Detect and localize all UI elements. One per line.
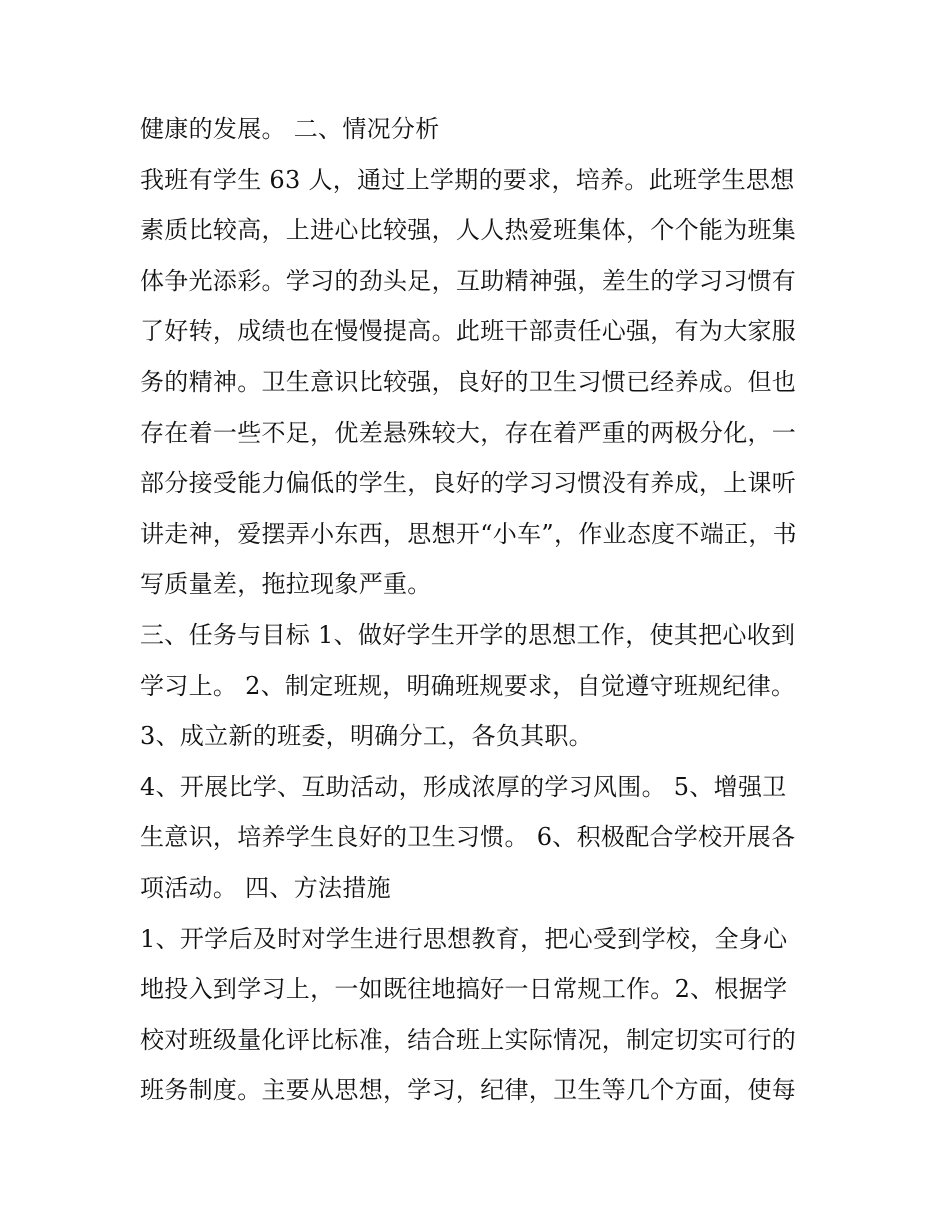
text-line: 我班有学生 63 人，通过上学期的要求，培养。此班学生思想 — [140, 165, 795, 194]
text-line: 三、任务与目标 1、做好学生开学的思想工作，使其把心收到 — [140, 620, 796, 649]
text-line: 1、开学后及时对学生进行思想教育，把心受到学校，全身心 — [140, 924, 788, 953]
text-line: 4、开展比学、互助活动，形成浓厚的学习风围。 5、增强卫 — [140, 772, 787, 801]
document-body — [140, 104, 820, 1116]
text-line: 学习上。 2、制定班规，明确班规要求，自觉遵守班规纪律。 — [140, 671, 796, 700]
text-line: 讲走神，爱摆弄小东西，思想开“小车”，作业态度不端正，书 — [140, 519, 797, 548]
text-line: 存在着一些不足，优差悬殊较大，存在着严重的两极分化，一 — [140, 418, 797, 447]
text-line: 体争光添彩。学习的劲头足，互助精神强，差生的学习习惯有 — [140, 266, 797, 295]
text-line: 写质量差，拖拉现象严重。 — [140, 570, 432, 599]
text-line: 项活动。 四、方法措施 — [140, 873, 391, 902]
text-line: 班务制度。主要从思想，学习，纪律，卫生等几个方面，使每 — [140, 1076, 797, 1105]
text-line: 健康的发展。 二、情况分析 — [140, 115, 440, 143]
text-line: 素质比较高，上进心比较强，人人热爱班集体，个个能为班集 — [140, 216, 797, 245]
text-line: 生意识，培养学生良好的卫生习惯。 6、积极配合学校开展各 — [140, 823, 796, 852]
text-line: 3、成立新的班委，明确分工，各负其职。 — [140, 722, 593, 751]
text-line: 务的精神。卫生意识比较强，良好的卫生习惯已经养成。但也 — [140, 367, 797, 396]
text-line: 地投入到学习上，一如既往地搞好一日常规工作。2、根据学 — [140, 975, 788, 1004]
text-line: 校对班级量化评比标准，结合班上实际情况，制定切实可行的 — [140, 1025, 797, 1054]
text-line: 部分接受能力偏低的学生，良好的学习习惯没有养成，上课听 — [140, 469, 797, 498]
text-line: 了好转，成绩也在慢慢提高。此班干部责任心强，有为大家服 — [140, 317, 797, 346]
